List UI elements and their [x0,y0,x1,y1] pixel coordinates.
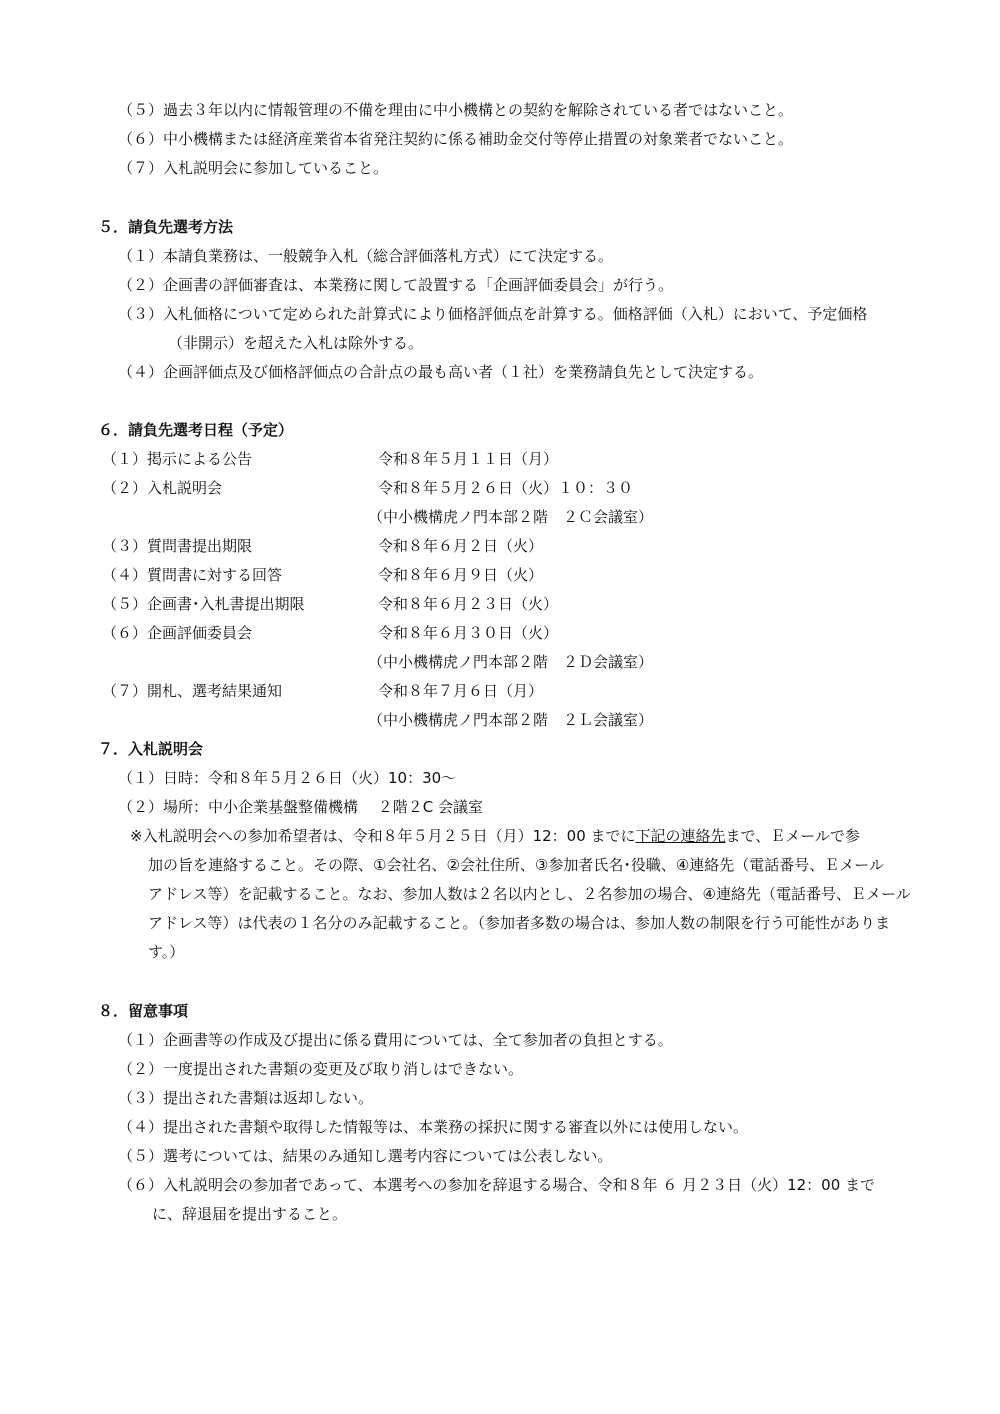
schedule-date: 令和８年５月２６日（火）１０：３０ [378,479,634,497]
schedule-label: （１）掲示による公告 [102,450,253,468]
schedule-label: （５）企画書･入札書提出期限 [102,595,305,613]
section-8-item-6: （６）入札説明会の参加者であって、本選考への参加を辞退する場合、令和８年 ６ 月２３日（火）12：00 まで [118,1176,876,1194]
section-5-item-2: （２）企画書の評価審査は、本業務に関して設置する「企画評価委員会」が行う。 [118,276,674,294]
schedule-label: （４）質問書に対する回答 [102,566,283,584]
section-8-heading: ８．留意事項 [98,1002,189,1020]
section-5-item-1: （１）本請負業務は、一般競争入札（総合評価落札方式）にて決定する。 [118,247,614,265]
schedule-label: （７）開札、選考結果通知 [102,682,283,700]
schedule-date: 令和８年６月９日（火） [378,566,544,584]
section-7-heading: ７．入札説明会 [98,740,204,758]
schedule-date: 令和８年６月２日（火） [378,537,544,555]
section-7-note-line-3: アドレス等）を記載すること。なお、参加人数は２名以内とし、２名参加の場合、④連絡先（電話番号、Ｅメール [148,885,911,903]
schedule-venue: （中小機構虎ノ門本部２階 ２Ｄ会議室） [368,653,654,671]
contact-link[interactable]: 下記の連絡先 [635,827,726,845]
section-7-note-line-2: 加の旨を連絡すること。その際、①会社名、②会社住所、③参加者氏名･役職、④連絡先（電話番号、Ｅメール [148,856,884,874]
schedule-label: （６）企画評価委員会 [102,624,253,642]
section-8-item-6-cont: に、辞退届を提出すること。 [152,1205,348,1223]
note-text: まで、Ｅメールで参 [725,827,860,845]
schedule-label: （２）入札説明会 [102,479,223,497]
section-5-heading: ５．請負先選考方法 [98,218,234,236]
schedule-date: 令和８年６月３０日（火） [378,624,559,642]
section-8-item-5: （５）選考については、結果のみ通知し選考内容については公表しない。 [118,1147,613,1165]
section-7-note-line-1 [130,822,860,851]
section-5-item-3-cont: （非開示）を超えた入札は除外する。 [168,334,424,352]
schedule-venue: （中小機構虎ノ門本部２階 ２Ｃ会議室） [368,508,654,526]
section-7-item-1: （１）日時：令和８年５月２６日（火）10：30～ [118,769,457,787]
section-7-note-line-5: す。） [148,943,185,961]
schedule-label: （３）質問書提出期限 [102,537,253,555]
section-8-item-2: （２）一度提出された書類の変更及び取り消しはできない。 [118,1060,524,1078]
section-7-note-line-4: アドレス等）は代表の１名分のみ記載すること。（参加者多数の場合は、参加人数の制限を行う可能性がありま [148,914,891,932]
section-6-heading: ６．請負先選考日程（予定） [98,421,294,439]
eligibility-item-6: （６）中小機構または経済産業省本省発注契約に係る補助金交付等停止措置の対象業者でないこと。 [118,130,794,148]
eligibility-item-5: （５）過去３年以内に情報管理の不備を理由に中小機構との契約を解除されている者ではないこと。 [118,101,794,119]
section-8-item-3: （３）提出された書類は返却しない。 [118,1089,374,1107]
schedule-date: 令和８年７月６日（月） [378,682,544,700]
section-5-item-4: （４）企画評価点及び価格評価点の合計点の最も高い者（１社）を業務請負先として決定する。 [118,363,764,381]
schedule-venue: （中小機構虎ノ門本部２階 ２Ｌ会議室） [368,711,654,729]
note-text: ※入札説明会への参加希望者は、令和８年５月２５日（月）12：00 までに [130,827,636,845]
section-8-item-1: （１）企画書等の作成及び提出に係る費用については、全て参加者の負担とする。 [118,1031,673,1049]
schedule-date: 令和８年５月１１日（月） [378,450,559,468]
section-7-item-2: （２）場所：中小企業基盤整備機構 ２階２C 会議室 [118,798,484,816]
schedule-date: 令和８年６月２３日（火） [378,595,559,613]
section-5-item-3: （３）入札価格について定められた計算式により価格評価点を計算する。価格評価（入札）において、予定価格 [118,305,868,323]
section-8-item-4: （４）提出された書類や取得した情報等は、本業務の採択に関する審査以外には使用しない。 [118,1118,749,1136]
eligibility-item-7: （７）入札説明会に参加していること。 [118,159,389,177]
